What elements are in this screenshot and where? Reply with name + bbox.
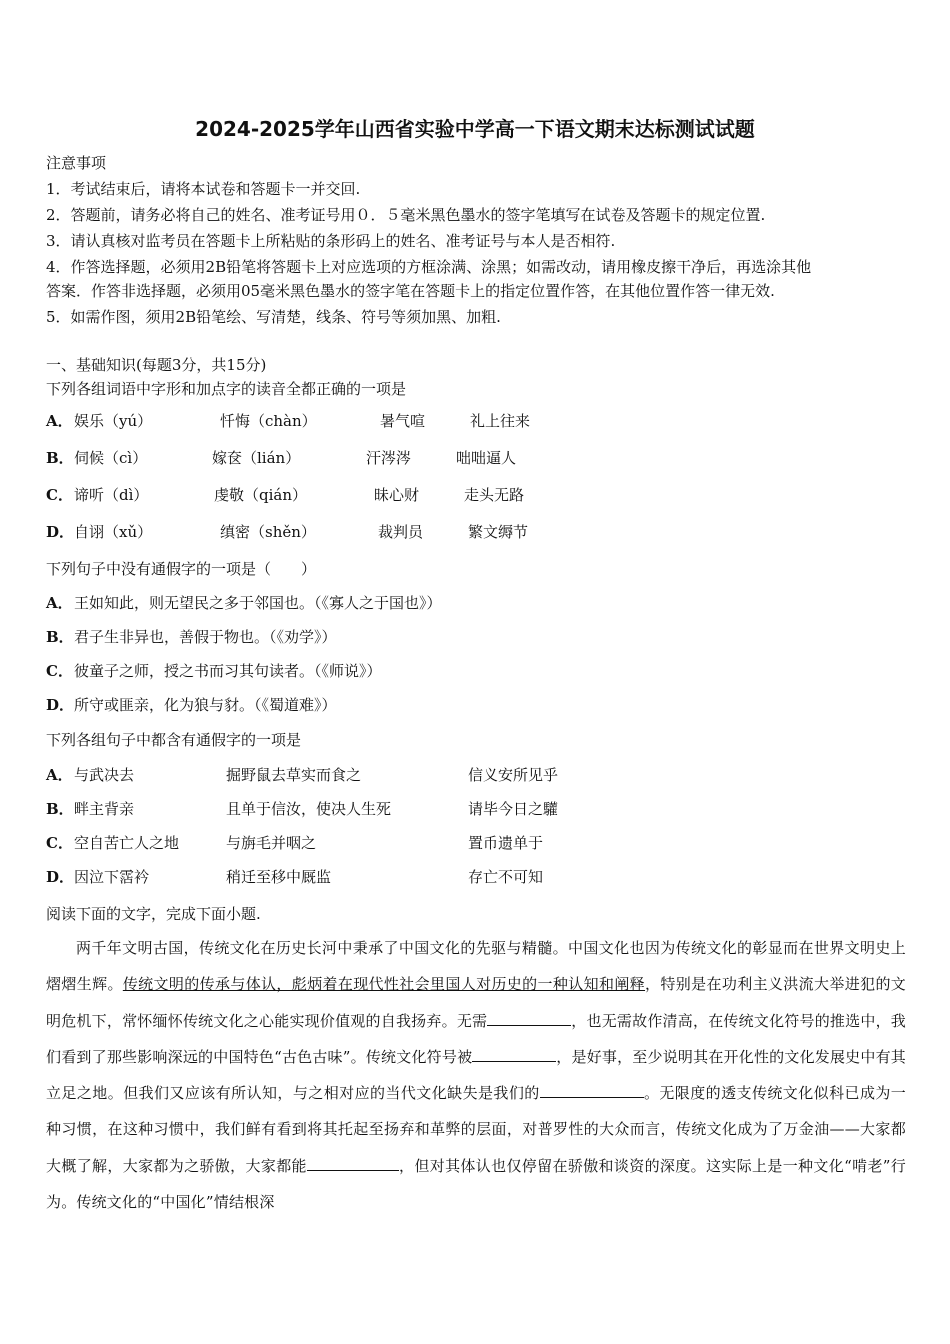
option-sentence: 存亡不可知	[468, 868, 544, 886]
option-sentence: 且单于信汝，使决人生死	[226, 800, 392, 818]
option-word: 繁文缛节	[468, 523, 529, 541]
option-label: B．	[46, 800, 74, 818]
question-1-option-b	[46, 447, 906, 469]
question-2-option-c	[46, 660, 906, 682]
underlined-sentence: 传统文明的传承与体认，彪炳着在现代性社会里国人对历史的一种认知和阐释	[122, 975, 646, 994]
option-word: 虔敬（qián）	[214, 486, 308, 504]
option-word: 礼上往来	[470, 412, 531, 430]
option-sentence: 与旃毛并咽之	[226, 834, 317, 852]
option-text: 君子生非异也，善假于物也。（《劝学》）	[74, 628, 337, 646]
fill-blank-2	[472, 1047, 556, 1062]
option-word: 暑气喧	[380, 412, 426, 430]
option-text: 所守或匪亲，化为狼与豺。（《蜀道难》）	[74, 696, 337, 714]
option-sentence: 畔主背亲	[74, 800, 135, 818]
question-3-stem: 下列各组句子中都含有通假字的一项是	[46, 731, 302, 749]
passage-text: ，但对其体认也仅停留在骄傲和谈资的深度。这实际上是一种文化“啃老”行为。传统文化的“中国化”情结根深	[46, 1156, 906, 1212]
reading-intro: 阅读下面的文字，完成下面小题.	[46, 905, 261, 923]
option-label: C．	[46, 662, 73, 680]
section-heading: 一、基础知识(每题3分，共15分)	[46, 356, 267, 374]
notice-item: 答案．作答非选择题，必须用05毫米黑色墨水的签字笔在答题卡上的指定位置作答，在其他位置作答一律无效.	[46, 282, 775, 300]
option-label: B．	[46, 628, 74, 646]
notice-item: 4．作答选择题，必须用2B铅笔将答题卡上对应选项的方框涂满、涂黑；如需改动，请用橡皮擦干净后，再选涂其他	[46, 258, 812, 276]
question-3-option-b	[46, 798, 906, 820]
option-word: 伺候（cì）	[74, 449, 148, 467]
option-word: 谛听（dì）	[74, 486, 149, 504]
option-text: 王如知此，则无望民之多于邻国也。（《寡人之于国也》）	[74, 594, 442, 612]
notice-item: 5．如需作图，须用2B铅笔绘、写清楚，线条、符号等须加黑、加粗.	[46, 308, 501, 326]
option-sentence: 请毕今日之驩	[468, 800, 559, 818]
option-word: 汗涔涔	[366, 449, 412, 467]
option-label: D．	[46, 696, 75, 714]
option-label: D．	[46, 868, 75, 886]
option-label: D．	[46, 523, 75, 541]
question-3-option-c	[46, 832, 906, 854]
option-label: A．	[46, 766, 73, 784]
question-2-option-d	[46, 694, 906, 716]
option-word: 自诩（xǔ）	[74, 523, 153, 541]
question-3-option-d	[46, 866, 906, 888]
option-word: 娱乐（yú）	[74, 412, 153, 430]
option-sentence: 空自苦亡人之地	[74, 834, 180, 852]
question-1-option-d	[46, 521, 906, 543]
option-sentence: 稍迁至移中厩监	[226, 868, 332, 886]
option-text: 彼童子之师，授之书而习其句读者。（《师说》）	[74, 662, 382, 680]
question-1-option-a	[46, 410, 906, 432]
fill-blank-3	[540, 1083, 644, 1098]
notice-item: 2．答题前，请务必将自己的姓名、准考证号用０．５毫米黑色墨水的签字笔填写在试卷及答题卡的规定位置.	[46, 206, 766, 224]
option-label: A．	[46, 412, 73, 430]
fill-blank-1	[487, 1011, 571, 1026]
option-label: C．	[46, 834, 73, 852]
question-2-stem: 下列句子中没有通假字的一项是（ ）	[46, 560, 317, 578]
question-1-stem: 下列各组词语中字形和加点字的读音全都正确的一项是	[46, 380, 407, 398]
notice-heading: 注意事项	[46, 154, 107, 172]
passage-text: 。无限度的透支传统文化似科已成为一种习惯，在这种习惯中，我们鲜有看到将其托起至扬弃和革弊的层面，对普罗性的大众而言，传统文化成为了万金油——大家都大概了解，大家都为之骄傲，大家都能	[46, 1084, 907, 1175]
question-2-option-b	[46, 626, 906, 648]
option-sentence: 掘野鼠去草实而食之	[226, 766, 362, 784]
option-sentence: 置币遗单于	[468, 834, 544, 852]
option-sentence: 信义安所见乎	[468, 766, 559, 784]
option-word: 裁判员	[378, 523, 424, 541]
notice-item: 3．请认真核对监考员在答题卡上所粘贴的条形码上的姓名、准考证号与本人是否相符.	[46, 232, 616, 250]
option-word: 缜密（shěn）	[220, 523, 316, 541]
question-3-option-a	[46, 764, 906, 786]
option-sentence: 因泣下霑衿	[74, 868, 150, 886]
option-word: 咄咄逼人	[456, 449, 517, 467]
passage-text: 两千年文明古国，传统文化在历史长河中秉承了中国文化的先驱与精髓。中国文化也因为传统文化的彰显而在世界文明史上熠熠生辉。	[46, 939, 906, 994]
passage-text: ，特别是在功利主义洪流大举进犯的文明危机下，常怀缅怀传统文化之心能实现价值观的自我扬弃。无需	[46, 975, 906, 1030]
passage-text: ，是好事，至少说明其在开化性的文化发展史中有其立足之地。但我们又应该有所认知，与之相对应的当代文化缺失是我们的	[46, 1047, 906, 1103]
fill-blank-4	[307, 1156, 399, 1171]
question-2-option-a	[46, 592, 906, 614]
option-word: 忏悔（chàn）	[220, 412, 317, 430]
option-label: C．	[46, 486, 73, 504]
notice-item: 1．考试结束后，请将本试卷和答题卡一并交回.	[46, 180, 361, 198]
option-label: A．	[46, 594, 73, 612]
reading-passage	[46, 930, 906, 1220]
question-1-option-c	[46, 484, 906, 506]
option-label: B．	[46, 449, 74, 467]
page-title: 2024-2025学年山西省实验中学高一下语文期末达标测试试题	[195, 117, 755, 141]
option-word: 嫁奁（lián）	[212, 449, 301, 467]
option-word: 昧心财	[374, 486, 420, 504]
option-sentence: 与武决去	[74, 766, 135, 784]
option-word: 走头无路	[464, 486, 525, 504]
passage-text: ，也无需故作清高，在传统文化符号的推选中，我们看到了那些影响深远的中国特色“古色古味”。传统文化符号被	[46, 1011, 906, 1066]
